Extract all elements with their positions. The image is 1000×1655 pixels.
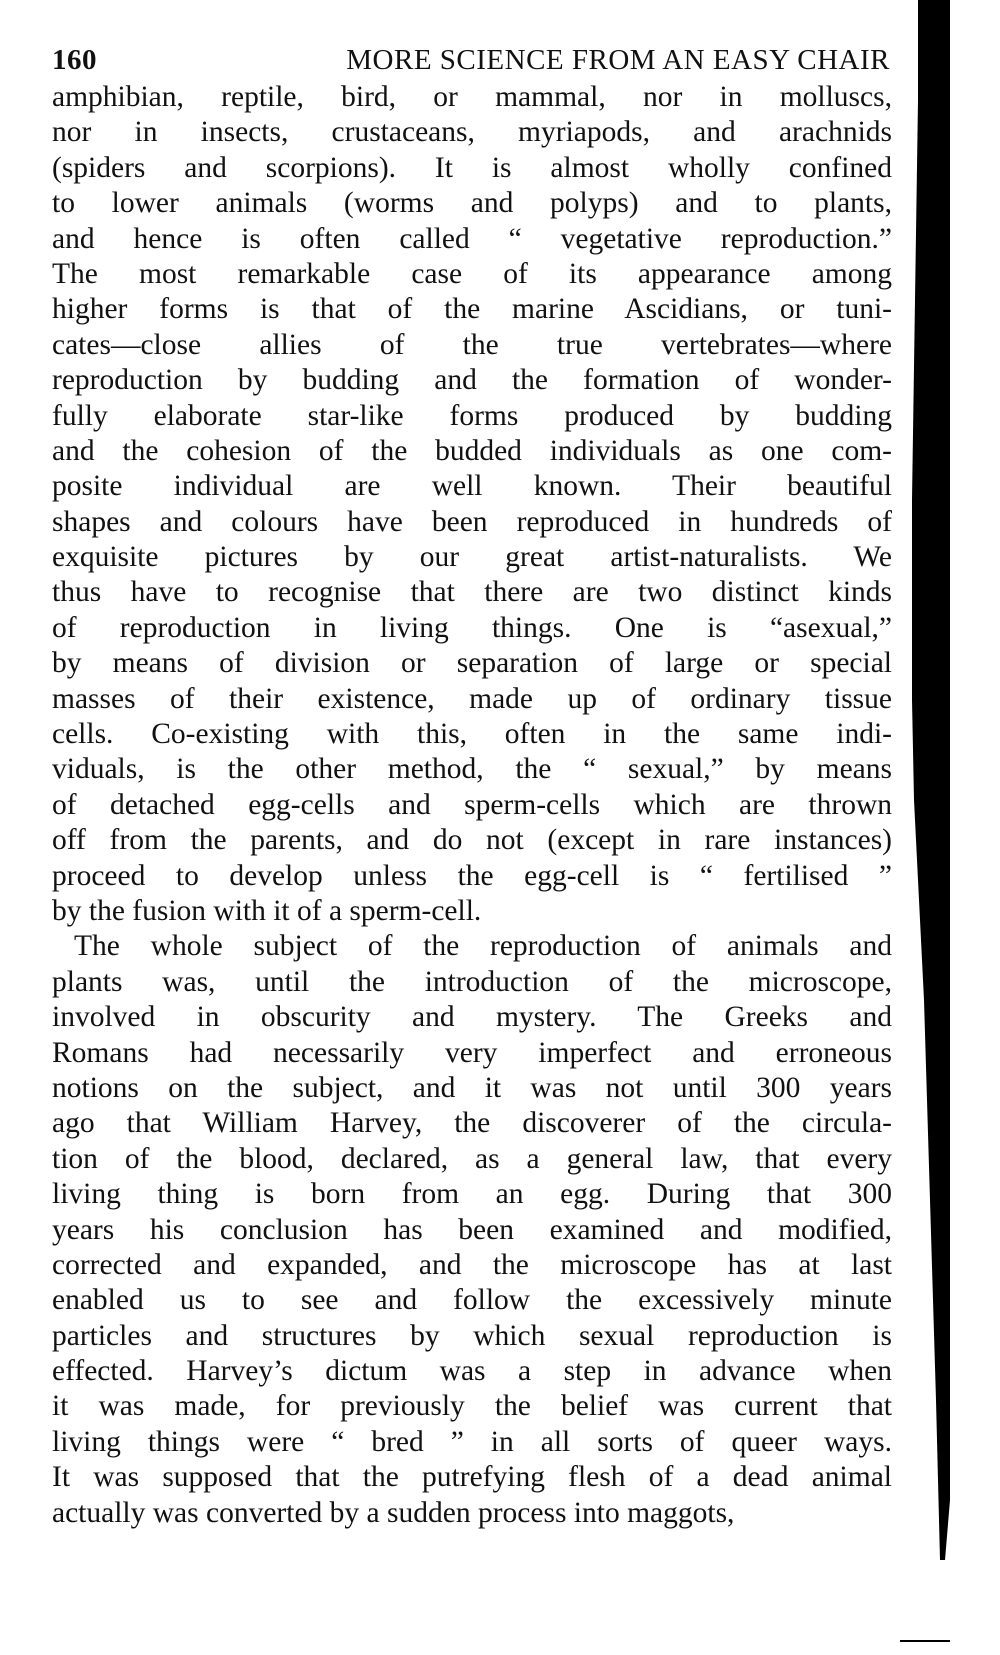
running-header (52, 44, 890, 77)
text-line: masses of their existence, made up of ordinary tissue (52, 682, 892, 715)
text-line: it was made, for previously the belief was current that (52, 1390, 892, 1423)
text-line: The whole subject of the reproduction of animals and (74, 930, 892, 963)
text-line: reproduction by budding and the formation of wonder- (52, 364, 892, 397)
text-line: to lower animals (worms and polyps) and to plants, (52, 187, 892, 220)
text-line: living things were “ bred ” in all sorts of queer ways. (52, 1425, 892, 1458)
text-line: years his conclusion has been examined and modified, (52, 1213, 892, 1246)
text-line: The most remarkable case of its appearance among (52, 257, 892, 290)
text-line: of detached egg-cells and sperm-cells which are thrown (52, 788, 892, 821)
text-line: amphibian, reptile, bird, or mammal, nor in molluscs, (52, 81, 892, 113)
text-line: by means of division or separation of large or special (52, 647, 892, 680)
text-line: and the cohesion of the budded individuals as one com- (52, 434, 892, 467)
text-line: effected. Harvey’s dictum was a step in advance when (52, 1355, 892, 1388)
text-line: by the fusion with it of a sperm-cell. (52, 894, 482, 927)
text-line: living thing is born from an egg. During that 300 (52, 1178, 892, 1211)
text-line: (spiders and scorpions). It is almost wholly confined (52, 151, 892, 184)
text-line: off from the parents, and do not (except in rare instances) (52, 824, 892, 857)
text-line: ago that William Harvey, the discoverer of the circula- (52, 1107, 892, 1140)
text-line: corrected and expanded, and the microscope has at last (52, 1248, 892, 1281)
text-line: thus have to recognise that there are two distinct kinds (52, 576, 892, 609)
text-line: cells. Co-existing with this, often in the same indi- (52, 718, 892, 751)
text-line: nor in insects, crustaceans, myriapods, and arachnids (52, 116, 892, 149)
text-line: exquisite pictures by our great artist-naturalists. We (52, 541, 892, 574)
text-line: and hence is often called “ vegetative reproduction.” (52, 222, 892, 255)
text-line: involved in obscurity and mystery. The Greeks and (52, 1001, 892, 1034)
text-line: viduals, is the other method, the “ sexual,” by means (52, 753, 892, 786)
text-line: particles and structures by which sexual reproduction is (52, 1319, 892, 1352)
text-line: It was supposed that the putrefying flesh of a dead animal (52, 1461, 892, 1494)
text-line: higher forms is that of the marine Ascidians, or tuni- (52, 293, 892, 326)
text-line: plants was, until the introduction of the microscope, (52, 965, 892, 998)
text-line: posite individual are well known. Their beautiful (52, 470, 892, 503)
text-line: fully elaborate star-like forms produced by budding (52, 399, 892, 432)
text-line: tion of the blood, declared, as a general law, that every (52, 1142, 892, 1175)
text-line: notions on the subject, and it was not until 300 years (52, 1071, 892, 1104)
text-line: actually was converted by a sudden process into maggots, (52, 1496, 735, 1529)
running-title: MORE SCIENCE FROM AN EASY CHAIR (346, 44, 890, 76)
text-line: cates—close allies of the true vertebrates—where (52, 328, 892, 361)
text-line: proceed to develop unless the egg-cell is “ fertilised ” (52, 859, 892, 892)
page-number: 160 (52, 44, 97, 76)
text-line: Romans had necessarily very imperfect and erroneous (52, 1036, 892, 1069)
text-line: shapes and colours have been reproduced in hundreds of (52, 505, 892, 538)
page-body-text (52, 80, 892, 1531)
text-line: of reproduction in living things. One is “asexual,” (52, 611, 892, 644)
text-line: enabled us to see and follow the excessively minute (52, 1284, 892, 1317)
